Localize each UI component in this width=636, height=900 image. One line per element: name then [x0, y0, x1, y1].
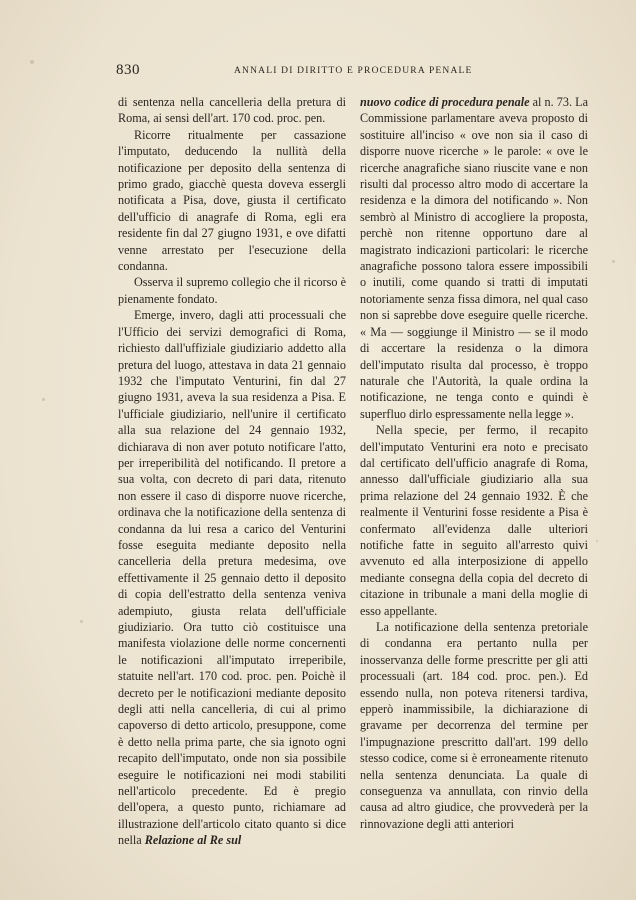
right-column [360, 94, 588, 832]
italic-citation: nuovo codice di procedura penale [360, 95, 530, 109]
paper-spot [612, 260, 615, 263]
paragraph: Osserva il supremo collegio che il ricorso è pienamente fondato. [118, 275, 346, 306]
paragraph: La notificazione della sentenza pretoriale di condanna era pertanto nulla per inosservanza delle forme prescritte per gli atti processuali (art. 184 cod. proc. pen.). Ed essendo nulla, non poteva ritenersi tardiva, epperò inammissibile, la dichiarazione di gravame per decorrenza del termine per l'impugnazione prescritto dall'art. 199 dello stesso codice, come si è erroneamente ritenuto nella sentenza denunciata. La quale di conseguenza va annullata, con rinvio della causa ad altro giudice, che provvederà per la rinnovazione degli atti anteriori [360, 620, 588, 831]
paper-spot [596, 540, 598, 542]
paragraph-text: al n. 73. La Commissione parlamentare aveva proposto di sostituire all'inciso « ove non sia il caso di disporre nuove ricerche » le parole: « ove le ricerche anagrafiche siano riuscite vane e non risulti dal processo altro modo di accertare la residenza e la dimora del notificando ». Non sembrò al Ministro di accogliere la proposta, perchè non ritenne opportuno dare al magistrato indicazioni particolari: le ricerche anagrafiche possono talora essere impossibili o inutili, come quando si tratti di imputati notoriamente senza fissa dimora, nel qual caso non si saprebbe dove eseguire quelle ricerche. « Ma — soggiunge il Ministro — se il modo di accertare la residenza o la dimora dell'imputato risulta dal processo, è troppo naturale che l'Autorità, la quale ordina la notificazione, ne tenga conto e quindi è superfluo dirlo espressamente nella legge ». [360, 95, 588, 421]
paragraph: Nella specie, per fermo, il recapito dell'imputato Venturini era noto e precisato dal certificato dell'ufficio anagrafe di Roma, annesso dall'ufficiale giudiziario alla sua prima relazione del 24 gennaio 1932. È che realmente il Venturini fosse residente a Pisa è confermato all'evidenza dalle ulteriori notifiche fatte in seguito all'arresto quivi avvenuto ed alla interposizione di appello mediante consegna della copia del decreto di citazione in tribunale a mani della moglie di esso appellante. [360, 423, 588, 618]
journal-title: ANNALI DI DIRITTO E PROCEDURA PENALE [234, 66, 473, 76]
paper-spot [80, 620, 83, 623]
paragraph: di sentenza nella cancelleria della pretura di Roma, ai sensi dell'art. 170 cod. proc. pen. [118, 95, 346, 126]
paragraph: Ricorre ritualmente per cassazione l'imputato, deducendo la nullità della notificazione per deposito della sentenza di primo grado, giacchè questa doveva essergli notificata a Pisa, dove, giusta il certificato dell'ufficio di anagrafe di Roma, egli era residente fin dal 27 giugno 1931, e ove difatti venne arrestato per l'esecuzione della condanna. [118, 127, 346, 274]
paragraph [360, 94, 588, 422]
paragraph [118, 307, 346, 848]
page-number: 830 [116, 62, 140, 78]
paper-spot [42, 398, 45, 401]
paper-spot [30, 60, 34, 64]
left-column [118, 94, 346, 849]
paragraph-text: Emerge, invero, dagli atti processuali che l'Ufficio dei servizi demografici di Roma, richiesto dall'uffiziale giudiziario addetto alla pretura del luogo, attestava in data 21 gennaio 1932 che l'imputato Venturini, fin dal 27 giugno 1931, aveva la sua residenza a Pisa. E l'ufficiale giudiziario, nell'unire il certificato alla sua relazione del 24 gennaio 1932, dichiarava di non aver potuto notificare l'atto, per irreperibilità del notificando. Il pretore a sua volta, con decreto di pari data, ritenuto non essere il caso di disporre nuove ricerche, ordinava che la notificazione della sentenza di condanna da lui resa a carico del Venturini fosse eseguita mediante deposito nella cancelleria della pretura medesima, ove effettivamente il 25 gennaio detto il deposito di copia dell'estratto della sentenza veniva adempiuto, giusta relata dell'ufficiale giudiziario. Ora tutto ciò costituisce una manifesta violazione delle norme concernenti le notificazioni all'imputato irreperibile, statuite nell'art. 170 cod. proc. pen. Poichè il decreto per le notificazioni mediante deposito degli atti nella cancelleria, di cui al primo capoverso di detto articolo, presuppone, come è detto nella prima parte, che sia ignoto ogni recapito dell'imputato, onde non sia possibile eseguire le notificazioni nei modi stabiliti nell'articolo precedente. Ed è pregio dell'opera, a questo punto, richiamare ad illustrazione dell'articolo citato quanto si dice nella [118, 308, 346, 848]
italic-citation: Relazione al Re sul [144, 833, 242, 848]
running-head [116, 62, 588, 82]
